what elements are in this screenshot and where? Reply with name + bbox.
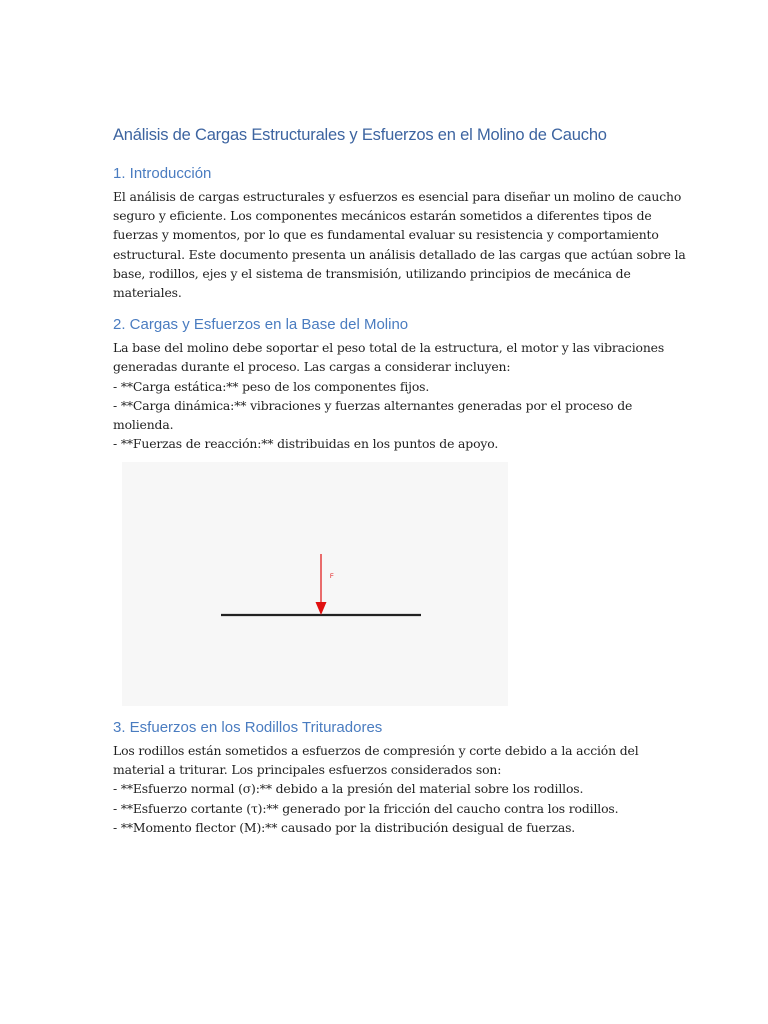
section-introduccion xyxy=(113,163,686,302)
section-rodillos xyxy=(113,717,658,837)
force-arrow-head xyxy=(316,602,327,615)
text-line: material a triturar. Los principales esfuerzos considerados son: xyxy=(113,762,502,778)
list-item: - **Carga dinámica:** vibraciones y fuerzas alternantes generadas por el proceso de xyxy=(113,397,633,413)
text-line: fuerzas y momentos, por lo que es fundamental evaluar su resistencia y comportamiento xyxy=(113,227,659,243)
section-heading: 2. Cargas y Esfuerzos en la Base del Molino xyxy=(113,316,409,334)
section-paragraph xyxy=(113,741,658,837)
section-cargas-base xyxy=(113,314,665,453)
document-title: Análisis de Cargas Estructurales y Esfuerzos en el Molino de Caucho xyxy=(113,126,607,144)
text-line: seguro y eficiente. Los componentes mecánicos estarán sometidos a diferentes tipos de xyxy=(113,208,652,224)
list-item-continuation: molienda. xyxy=(113,417,174,433)
list-item: - **Fuerzas de reacción:** distribuidas en los puntos de apoyo. xyxy=(113,436,499,452)
section-heading: 3. Esfuerzos en los Rodillos Trituradores xyxy=(113,719,383,736)
list-item: - **Carga estática:** peso de los componentes fijos. xyxy=(113,378,430,394)
list-item: - **Momento flector (M):** causado por la distribución desigual de fuerzas. xyxy=(113,819,576,835)
text-line: Los rodillos están sometidos a esfuerzos de compresión y corte debido a la acción del xyxy=(113,743,639,758)
text-line: base, rodillos, ejes y el sistema de transmisión, utilizando principios de mecánica de xyxy=(113,265,631,281)
section-paragraph xyxy=(113,187,686,302)
text-line: La base del molino debe soportar el peso total de la estructura, el motor y las vibraciones xyxy=(113,340,665,356)
list-item: - **Esfuerzo normal (σ):** debido a la presión del material sobre los rodillos. xyxy=(113,781,584,797)
section-heading: 1. Introducción xyxy=(113,165,212,182)
text-line: El análisis de cargas estructurales y esfuerzos es esencial para diseñar un molino de caucho xyxy=(113,189,682,204)
text-line: estructural. Este documento presenta un análisis detallado de las cargas que actúan sobre la xyxy=(113,246,686,262)
force-diagram xyxy=(122,462,508,706)
text-line: generadas durante el proceso. Las cargas a considerar incluyen: xyxy=(113,359,511,375)
section-paragraph xyxy=(113,338,665,453)
force-label: F xyxy=(330,574,334,580)
text-line: materiales. xyxy=(113,285,182,301)
force-diagram-figure xyxy=(122,462,508,706)
document-page xyxy=(113,124,686,465)
list-item: - **Esfuerzo cortante (τ):** generado por la fricción del caucho contra los rodillos. xyxy=(113,800,619,816)
